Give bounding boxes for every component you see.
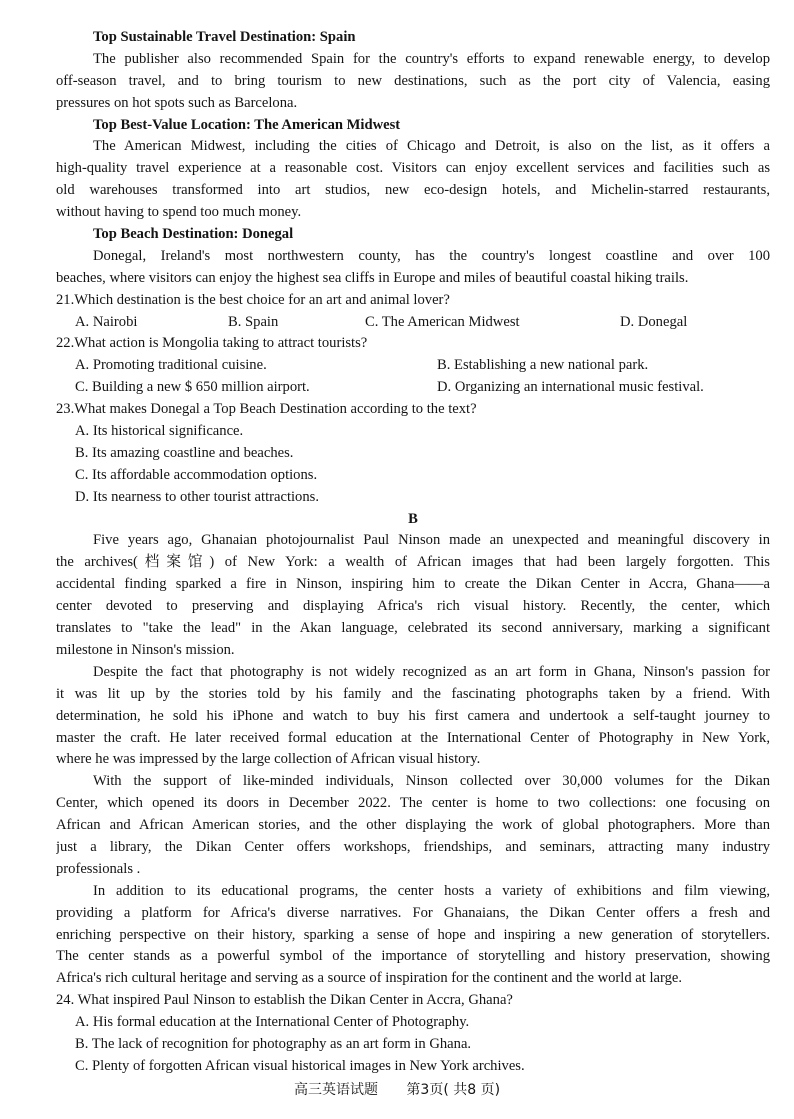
answer-option: B. Spain (228, 313, 279, 330)
answer-option: A. Promoting traditional cuisine. (75, 357, 267, 374)
paragraph-line: the archives(档案馆) of New York: a wealth of African images that had been largely forgotten. This (56, 554, 770, 571)
answer-option: A. Its historical significance. (75, 423, 244, 440)
section-heading: Top Beach Destination: Donegal (93, 226, 294, 243)
paragraph-line: beaches, where visitors can enjoy the highest sea cliffs in Europe and miles of beautiful coastal hiking trails. (56, 269, 689, 286)
paragraph-line: The publisher also recommended Spain for the country's efforts to expand renewable energy, to develop (93, 50, 770, 67)
section-heading: Top Best-Value Location: The American Midwest (93, 116, 401, 133)
paragraph-line: The American Midwest, including the cities of Chicago and Detroit, is also on the list, as it offers a (93, 138, 770, 155)
paragraph-line: milestone in Ninson's mission. (56, 641, 235, 658)
paragraph-line: off-season travel, and to bring tourism to new destinations, such as the port city of Valencia, easing (56, 72, 770, 89)
answer-options-row (56, 377, 770, 399)
paragraph-line: professionals . (56, 860, 141, 877)
paragraph-line: translates to "take the lead" in the Akan language, celebrated its second anniversary, marking a significant (56, 620, 770, 637)
paragraph-line: just a library, the Dikan Center offers workshops, friendships, and seminars, attracting many industry (56, 838, 770, 855)
answer-option: B. The lack of recognition for photography as an art form in Ghana. (75, 1035, 472, 1052)
paragraph-line: Center, which opened its doors in December 2022. The center is home to two collections: one focusing on (56, 795, 770, 812)
footer-subject: 高三英语试题 (293, 1082, 378, 1098)
part-label: B (408, 510, 418, 527)
paragraph-line: providing a platform for Africa's diverse narratives. For Ghanaians, the Dikan Center offers a fresh and (56, 904, 770, 921)
paragraph-line: pressures on hot spots such as Barcelona. (56, 94, 298, 111)
paragraph-line: old warehouses transformed into art studios, new eco-design hotels, and Michelin-starred restaurants, (56, 182, 770, 199)
question-stem: 24. What inspired Paul Ninson to establish the Dikan Center in Accra, Ghana? (56, 992, 513, 1009)
paragraph-line: high-quality travel experience at a reasonable cost. Visitors can enjoy excellent services and facilities such as (56, 160, 770, 177)
exam-page-content (56, 27, 770, 1078)
answer-option: B. Establishing a new national park. (437, 357, 649, 374)
paragraph-line: African and African American stories, and the other displaying the work of global photographers. More than (56, 817, 770, 834)
answer-option: B. Its amazing coastline and beaches. (75, 444, 294, 461)
footer-page-number: 第3页( 共8 页) (406, 1082, 501, 1098)
paragraph-line: The center stands as a powerful symbol of the importance of storytelling and history preservation, showing (56, 948, 770, 965)
paragraph-line: master the craft. He later received formal education at the International Center of Photography in New York, (56, 729, 770, 746)
paragraph-line: With the support of like-minded individuals, Ninson collected over 30,000 volumes for the Dikan (93, 773, 770, 790)
paragraph-line: Despite the fact that photography is not widely recognized as an art form in Ghana, Ninson's passion for (93, 663, 770, 680)
paragraph-line: where he was impressed by the large collection of African visual history. (56, 751, 481, 768)
paragraph-line: it was lit up by the stories told by his family and the fascinating photographs taken by a friend. With (56, 685, 770, 702)
question-stem: 23.What makes Donegal a Top Beach Destination according to the text? (56, 401, 477, 418)
answer-option: D. Its nearness to other tourist attractions. (75, 488, 319, 505)
paragraph-line: In addition to its educational programs, the center hosts a variety of exhibitions and film viewing, (93, 882, 770, 899)
page-footer (0, 1079, 794, 1099)
paragraph-line: enriching perspective on their history, sparking a sense of hope and inspiring a new generation of storytellers. (56, 926, 770, 943)
answer-option: D. Organizing an international music festival. (437, 379, 704, 396)
paragraph-line: determination, he sold his iPhone and watch to buy his first camera and undertook a self-taught journey to (56, 707, 770, 724)
paragraph-line: accidental finding sparked a fire in Ninson, inspiring him to create the Dikan Center in Accra, Ghana——a (56, 576, 770, 593)
paragraph-line: Donegal, Ireland's most northwestern county, has the country's longest coastline and over 100 (93, 247, 770, 264)
answer-option: C. Its affordable accommodation options. (75, 466, 318, 483)
answer-option: A. His formal education at the International Center of Photography. (75, 1014, 470, 1031)
answer-option: D. Donegal (620, 313, 688, 330)
question-stem: 22.What action is Mongolia taking to attract tourists? (56, 335, 368, 352)
answer-option: A. Nairobi (75, 313, 138, 330)
paragraph-line: Africa's rich cultural heritage and serving as a source of inspiration for the continent and the world at large. (56, 970, 683, 987)
paragraph-line: Five years ago, Ghanaian photojournalist Paul Ninson made an unexpected and meaningful discovery in (93, 532, 770, 549)
question-stem: 21.Which destination is the best choice for an art and animal lover? (56, 291, 450, 308)
answer-options-row (56, 355, 770, 377)
section-heading: Top Sustainable Travel Destination: Spain (93, 29, 356, 45)
answer-option: C. The American Midwest (365, 313, 520, 330)
answer-option: C. Building a new $ 650 million airport. (75, 379, 310, 396)
paragraph-line: center devoted to preserving and displaying Africa's rich visual history. Recently, the center, which (56, 598, 770, 615)
answer-option: C. Plenty of forgotten African visual historical images in New York archives. (75, 1057, 525, 1074)
paragraph-line: without having to spend too much money. (56, 204, 302, 221)
answer-options-row (56, 312, 770, 334)
